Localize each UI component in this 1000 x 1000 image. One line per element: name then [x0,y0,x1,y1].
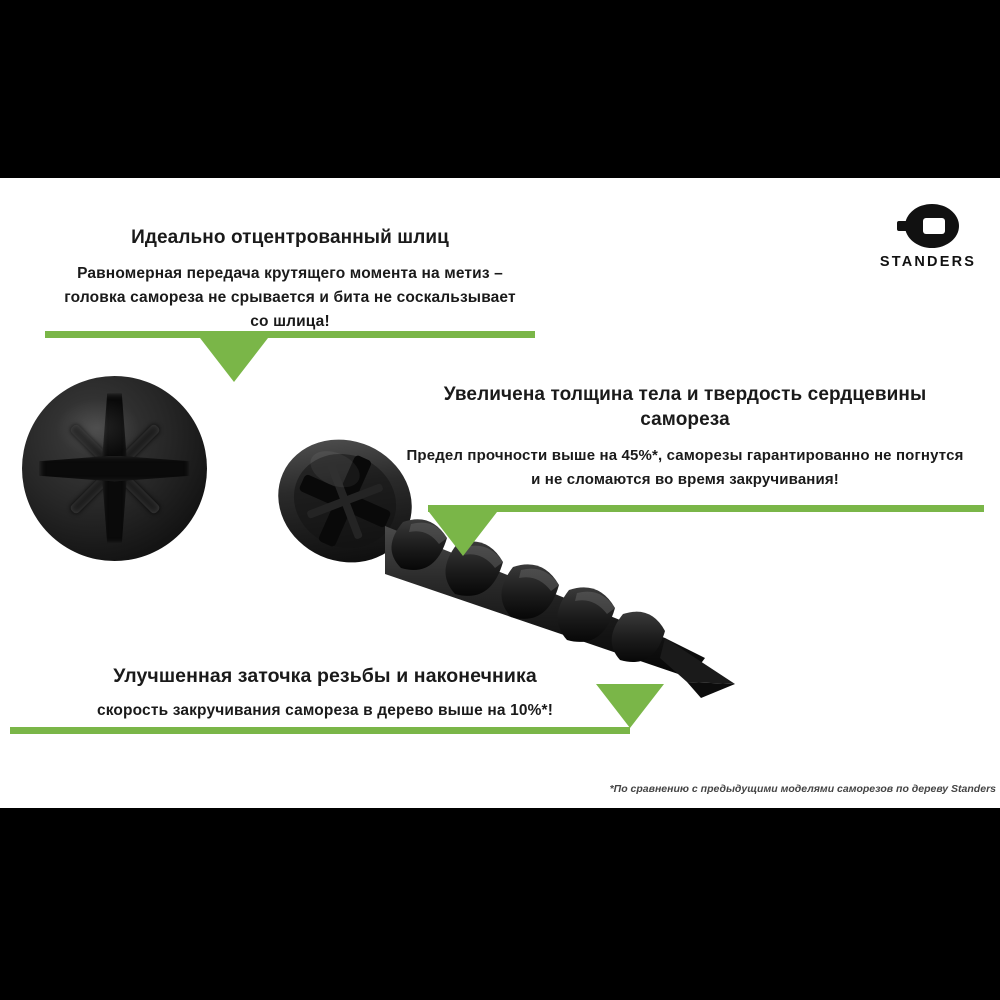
screw-head-phillips-icon [22,376,207,561]
accent-arrow-1 [200,338,268,382]
accent-arrow-2 [429,512,497,556]
standers-logo-icon [897,204,959,248]
accent-rule-2 [428,505,984,512]
callout-title: Идеально отцентрованный шлиц [131,227,449,248]
callout-body-thickness [400,383,970,491]
callout-body: скорость закручивания самореза в дерево выше на 10%*! [96,702,554,720]
accent-arrow-3 [596,684,664,728]
brand-name: STANDERS [879,254,977,270]
callout-body: Равномерная передача крутящего момента на метиз – головка самореза не срывается и бита не соскальзывает со шлица! [64,264,516,330]
accent-rule-3 [10,727,630,734]
callout-title: Улучшенная заточка резьбы и наконечника [113,665,537,687]
content-panel [0,178,1000,808]
footnote-text: *По сравнению с предыдущими моделями саморезов по дереву Standers [609,783,996,795]
callout-thread-sharpening [20,664,630,723]
callout-body: Предел прочности выше на 45%*, саморезы гарантированно не погнутся и не сломаются во время закручивания! [406,447,964,488]
logo-notch-shape [923,218,945,234]
accent-rule-1 [45,331,535,338]
callout-title: Увеличена толщина тела и твердость сердцевины самореза [443,384,927,430]
brand-logo [868,204,988,276]
callout-slot-centered [60,226,520,334]
